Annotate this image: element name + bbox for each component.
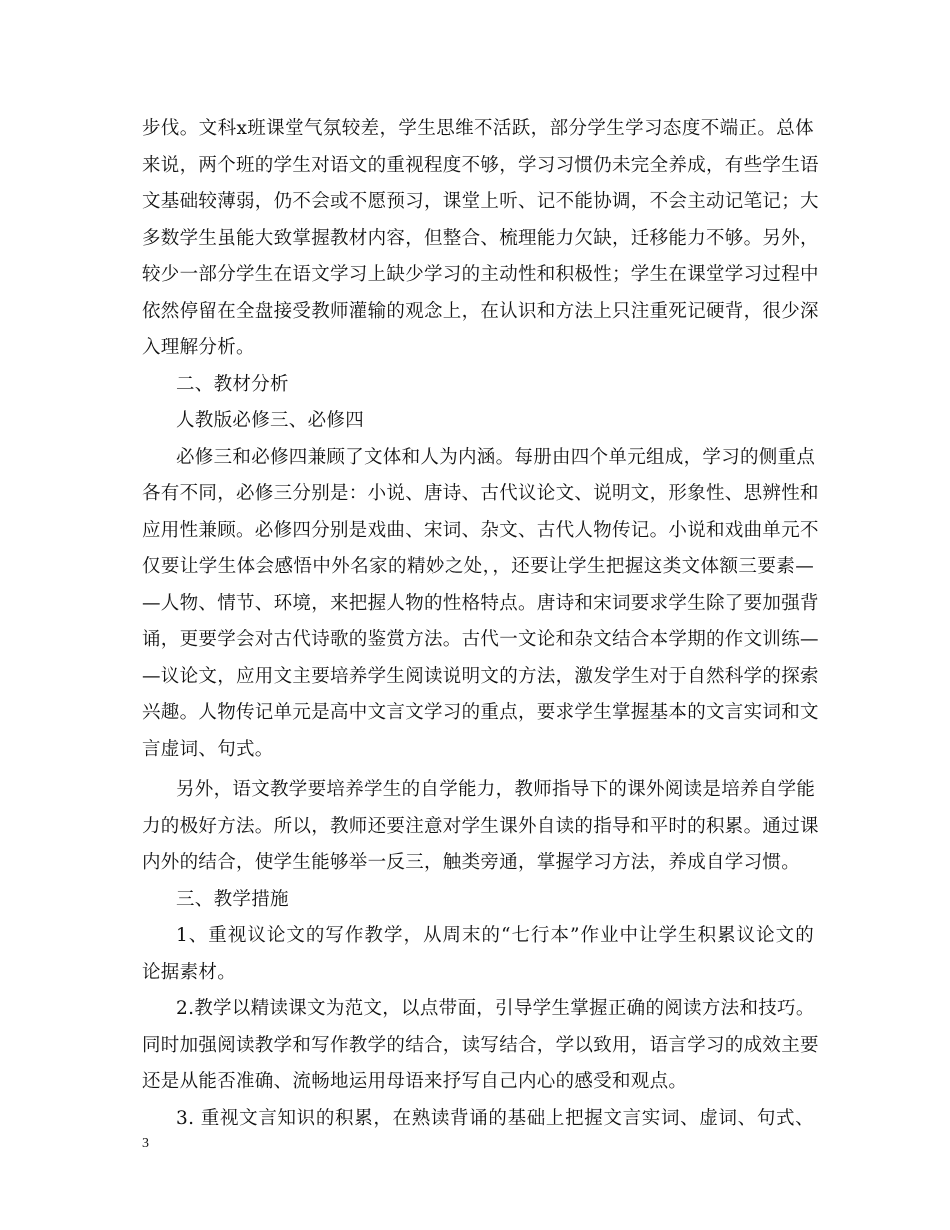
text-line: 还是从能否准确、流畅地运用母语来抒写自己内心的感受和观点。 — [142, 1071, 688, 1092]
text-line: 入理解分析。 — [142, 337, 255, 358]
text-line: 应用性兼顾。必修四分别是戏曲、宋词、杂文、古代人物传记。小说和戏曲单元不 — [142, 519, 819, 541]
text-line: 1、重视议论文的写作教学，从周末的“七行本”作业中让学生积累议论文的 — [176, 925, 814, 946]
section-heading: 二、教材分析 — [176, 373, 289, 395]
text-line: 力的极好方法。所以，教师还要注意对学生课外自读的指导和平时的积累。通过课 — [142, 815, 819, 837]
text-line: 同时加强阅读教学和写作教学的结合，读写结合，学以致用，语言学习的成效主要 — [142, 1034, 819, 1056]
text-line: 必修三和必修四兼顾了文体和人为内涵。每册由四个单元组成，学习的侧重点 — [176, 446, 816, 468]
text-line: 仅要让学生体会感悟中外名家的精妙之处，，还要让学生把握这类文体额三要素— — [142, 556, 814, 577]
text-line: 言虚词、句式。 — [142, 738, 274, 760]
text-line: 依然停留在全盘接受教师灌输的观念上，在认识和方法上只注重死记硬背，很少深 — [142, 300, 819, 322]
text-line: 步伐。文科x班课堂气氛较差，学生思维不活跃，部分学生学习态度不端正。总体 — [142, 118, 814, 139]
text-line: 兴趣。人物传记单元是高中文言文学习的重点，要求学生掌握基本的文言实词和文 — [142, 702, 819, 723]
text-line: 3. 重视文言知识的积累，在熟读背诵的基础上把握文言实词、虚词、句式、 — [176, 1107, 814, 1129]
document-body — [142, 111, 819, 1137]
text-line: 论据素材。 — [142, 961, 237, 983]
text-line: 内外的结合，使学生能够举一反三，触类旁通，掌握学习方法，养成自学习惯。 — [142, 852, 801, 873]
text-line: 来说，两个班的学生对语文的重视程度不够，学习习惯仍未完全养成，有些学生语 — [142, 154, 819, 176]
text-line: —人物、情节、环境，来把握人物的性格特点。唐诗和宋词要求学生除了要加强背 — [142, 592, 819, 614]
text-line: 较少一部分学生在语文学习上缺少学习的主动性和积极性；学生在课堂学习过程中 — [142, 264, 819, 285]
text-line: 多数学生虽能大致掌握教材内容，但整合、梳理能力欠缺，迁移能力不够。另外， — [142, 227, 819, 249]
text-line: 人教版必修三、必修四 — [176, 410, 365, 431]
text-line: 各有不同，必修三分别是：小说、唐诗、古代议论文、说明文，形象性、思辨性和 — [142, 483, 819, 504]
text-line: —议论文，应用文主要培养学生阅读说明文的方法，激发学生对于自然科学的探索 — [142, 665, 819, 687]
text-line: 另外，语文教学要培养学生的自学能力，教师指导下的课外阅读是培养自学能 — [176, 779, 816, 800]
text-line: 2.教学以精读课文为范文，以点带面，引导学生掌握正确的阅读方法和技巧。 — [176, 998, 815, 1019]
section-heading: 三、教学措施 — [176, 888, 289, 910]
page-number: 3 — [142, 1136, 149, 1151]
text-line: 诵，更要学会对古代诗歌的鉴赏方法。古代一文论和杂文结合本学期的作文训练— — [142, 629, 819, 650]
text-line: 文基础较薄弱，仍不会或不愿预习，课堂上听、记不能协调，不会主动记笔记；大 — [142, 191, 819, 212]
